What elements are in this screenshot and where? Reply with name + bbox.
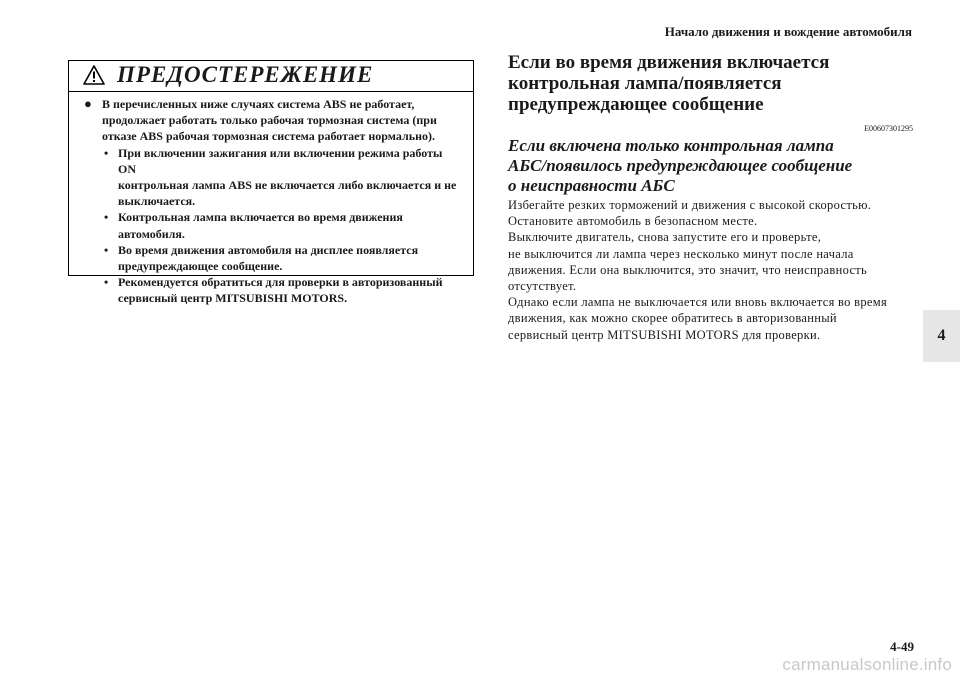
body-line: не выключится ли лампа через несколько минут после начала (508, 246, 854, 261)
warning-box (68, 60, 474, 306)
bullet-icon: • (104, 275, 109, 290)
section-title (508, 52, 888, 115)
warning-bullet-line: Рекомендуется обратиться для проверки в авторизованный (118, 275, 443, 290)
warning-bullet-line: При включении зажигания или включении режима работы ON (118, 145, 443, 176)
section-title-line: контрольная лампа/появляется (508, 73, 782, 94)
warning-bullet-line: контрольная лампа ABS не включается либо включается и не (118, 178, 457, 193)
warning-main-line: В перечисленных ниже случаях система ABS не работает, (102, 97, 415, 111)
section-title-line: Если во время движения включается (508, 52, 830, 73)
warning-bullet-line: выключается. (118, 194, 196, 209)
warning-title: ПРЕДОСТЕРЕЖЕНИЕ (117, 62, 374, 87)
subtitle-line: Если включена только контрольная лампа (508, 136, 834, 155)
body-line: Остановите автомобиль в безопасном месте. (508, 214, 758, 229)
body-line: движения. Если она выключится, это значит, что неисправность (508, 262, 868, 277)
body-line: движения, как можно скорее обратитесь в авторизованный (508, 311, 837, 326)
warning-main-item (82, 96, 463, 145)
section-body (508, 197, 918, 343)
body-line: Выключите двигатель, снова запустите его и проверьте, (508, 230, 822, 245)
warning-bullet-item (82, 274, 463, 306)
warning-bullet-line: предупреждающее сообщение. (118, 259, 283, 274)
body-line: сервисный центр MITSUBISHI MOTORS для проверки. (508, 327, 821, 342)
warning-bullet-line: сервисный центр MITSUBISHI MOTORS. (118, 291, 348, 306)
page-number: 4-49 (890, 639, 914, 654)
bullet-icon: • (104, 145, 109, 160)
subtitle-line: АБС/появилось предупреждающее сообщение (508, 156, 853, 175)
warning-bullet-line: Контрольная лампа включается во время движения (118, 210, 403, 225)
warning-bullet-item (82, 145, 463, 210)
warning-header (69, 61, 473, 92)
subtitle-line: о неисправности АБС (508, 176, 675, 195)
watermark: carmanualsonline.info (782, 655, 952, 674)
warning-bullet-line: автомобиля. (118, 226, 185, 241)
chapter-tab: 4 (923, 310, 960, 362)
warning-bullet-item (82, 209, 463, 241)
body-line: Избегайте резких торможений и движения с высокой скоростью. (508, 198, 872, 212)
warning-bullet-line: Во время движения автомобиля на дисплее появляется (118, 242, 419, 257)
body-line: Однако если лампа не выключается или вновь включается во время (508, 295, 888, 310)
filled-circle-icon: ● (84, 96, 92, 111)
body-line: отсутствует. (508, 279, 577, 294)
warning-main-line: продолжает работать только рабочая тормозная система (при (102, 113, 437, 128)
warning-triangle-icon (83, 65, 105, 85)
document-code: E00607301295 (864, 124, 913, 133)
section-title-line: предупреждающее сообщение (508, 94, 764, 115)
bullet-icon: • (104, 242, 109, 257)
warning-main-line: отказе ABS рабочая тормозная система работает нормально). (102, 129, 435, 144)
page-header-title: Начало движения и вождение автомобиля (664, 24, 912, 39)
bullet-icon: • (104, 210, 109, 225)
warning-bullet-item (82, 242, 463, 274)
warning-body (69, 92, 473, 307)
section-subtitle (508, 136, 908, 196)
